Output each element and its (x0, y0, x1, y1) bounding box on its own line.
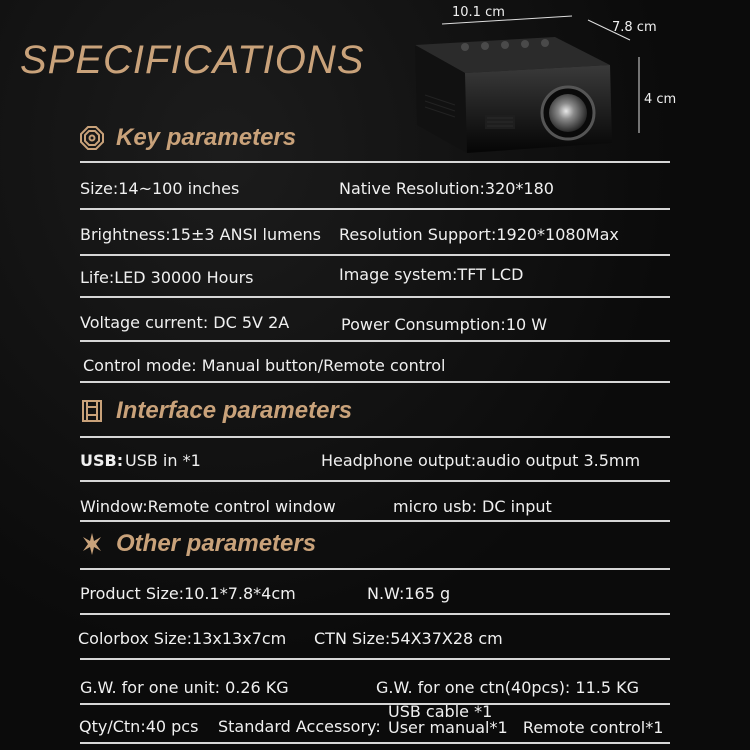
section-title: Other parameters (116, 530, 317, 557)
divider (80, 658, 670, 660)
spec-control-mode: Control mode: Manual button/Remote control (83, 356, 446, 375)
film-strip-icon (80, 399, 104, 423)
other-parameters-heading (80, 530, 316, 558)
star-icon (80, 532, 104, 556)
divider (80, 520, 670, 522)
depth-label: 7.8 cm (612, 20, 657, 35)
spec-size: Size:14~100 inches (80, 179, 240, 198)
spec-accessory-label: Standard Accessory: (218, 717, 381, 736)
divider (80, 381, 670, 383)
key-parameters-icon (80, 126, 104, 150)
height-line (634, 55, 644, 135)
spec-qty-ctn: Qty/Ctn:40 pcs (79, 717, 199, 736)
spec-headphone: Headphone output:audio output 3.5mm (321, 451, 641, 470)
spec-accessory-list (388, 704, 663, 736)
divider (80, 436, 670, 438)
key-parameters-heading (80, 124, 296, 152)
interface-parameters-heading (80, 397, 352, 425)
divider (80, 480, 670, 482)
divider (80, 340, 670, 342)
accessory-line: User manual*1 Remote control*1 (388, 718, 664, 737)
spec-native-resolution: Native Resolution:320*180 (339, 179, 554, 198)
spec-gross-weight-unit: G.W. for one unit: 0.26 KG (80, 678, 289, 697)
spec-usb-value: USB in *1 (125, 451, 201, 470)
section-title: Key parameters (116, 124, 297, 151)
spec-ctn-size: CTN Size:54X37X28 cm (314, 629, 503, 648)
spec-resolution-support: Resolution Support:1920*1080Max (339, 225, 619, 244)
divider (80, 613, 670, 615)
divider (80, 296, 670, 298)
spec-voltage: Voltage current: DC 5V 2A (80, 313, 290, 332)
spec-micro-usb: micro usb: DC input (393, 497, 552, 516)
divider (80, 161, 670, 163)
spec-image-system: Image system:TFT LCD (339, 265, 524, 284)
width-label: 10.1 cm (452, 5, 505, 20)
spec-net-weight: N.W:165 g (367, 584, 451, 603)
spec-usb-label: USB: (80, 451, 124, 470)
spec-window: Window:Remote control window (80, 497, 336, 516)
divider (80, 208, 670, 210)
section-title: Interface parameters (116, 397, 353, 424)
height-label: 4 cm (644, 92, 677, 107)
spec-power: Power Consumption:10 W (341, 315, 548, 334)
spec-colorbox-size: Colorbox Size:13x13x7cm (78, 629, 287, 648)
spec-gross-weight-ctn: G.W. for one ctn(40pcs): 11.5 KG (376, 678, 640, 697)
divider (80, 254, 670, 256)
page-title: SPECIFICATIONS (20, 38, 365, 82)
spec-life: Life:LED 30000 Hours (80, 268, 254, 287)
accessory-line: USB cable *1 (388, 702, 493, 721)
divider (80, 568, 670, 570)
divider (80, 742, 670, 744)
spec-product-size: Product Size:10.1*7.8*4cm (80, 584, 296, 603)
spec-brightness: Brightness:15±3 ANSI lumens (80, 225, 322, 244)
